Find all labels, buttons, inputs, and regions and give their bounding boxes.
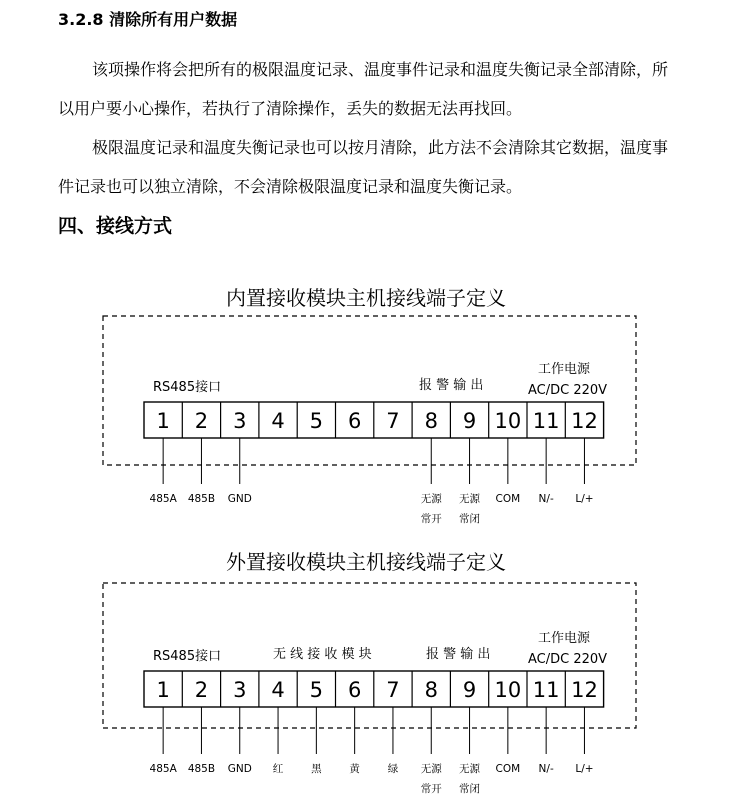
wire-label: L/+ <box>575 763 594 775</box>
wire-label: N/- <box>538 493 554 505</box>
power-spec-label: AC/DC 220V <box>528 383 608 398</box>
rs485-group-label: RS485接口 <box>153 380 222 395</box>
terminal-number: 6 <box>347 409 362 433</box>
terminal-number: 11 <box>532 678 560 702</box>
internal-terminal-block <box>144 402 604 525</box>
alarm-output-group-label: 报 警 输 出 <box>419 378 484 393</box>
terminal-number: 10 <box>494 678 522 702</box>
wire-label: 常开 <box>420 513 442 525</box>
terminal-number: 11 <box>532 409 560 433</box>
internal-diagram-title: 内置接收模块主机接线端子定义 <box>226 286 506 310</box>
wire-label: 485B <box>187 763 216 775</box>
terminal-number: 12 <box>571 678 598 702</box>
external-diagram-title: 外置接收模块主机接线端子定义 <box>226 550 506 574</box>
terminal-number: 5 <box>309 409 324 433</box>
paragraph-clear-all: 该项操作将会把所有的极限温度记录、温度事件记录和温度失衡记录全部清除，所以用户要小心操作，若执行了清除操作，丢失的数据无法再找回。 <box>58 60 669 118</box>
wire-label: L/+ <box>575 493 594 505</box>
terminal-number: 7 <box>386 409 400 433</box>
terminal-number: 8 <box>424 409 438 433</box>
terminal-number: 2 <box>194 409 209 433</box>
chapter-heading: 四、接线方式 <box>58 215 173 237</box>
wire-label: 常开 <box>420 783 442 795</box>
wire-label: COM <box>495 763 521 775</box>
terminal-number: 12 <box>571 409 598 433</box>
wire-label: 常闭 <box>459 783 481 795</box>
external-terminal-block <box>144 671 604 795</box>
wire-label: 无源 <box>459 763 481 775</box>
power-group-label: 工作电源 <box>538 631 591 646</box>
paragraph-clear-monthly: 极限温度记录和温度失衡记录也可以按月清除，此方法不会清除其它数据，温度事件记录也可以独立清除，不会清除极限温度记录和温度失衡记录。 <box>58 138 669 196</box>
wire-label: 红 <box>272 763 284 775</box>
rs485-group-label: RS485接口 <box>153 649 222 664</box>
wire-label: 无源 <box>420 493 442 505</box>
wire-label: 常闭 <box>459 513 481 525</box>
wire-label: GND <box>227 493 252 505</box>
terminal-number: 8 <box>424 678 438 702</box>
terminal-number: 4 <box>271 678 285 702</box>
terminal-number: 4 <box>271 409 285 433</box>
section-heading: 3.2.8 清除所有用户数据 <box>58 10 238 29</box>
wire-label: 黄 <box>349 763 360 775</box>
wire-label: 黑 <box>311 763 322 775</box>
wire-label: COM <box>495 493 521 505</box>
terminal-number: 3 <box>233 678 247 702</box>
power-spec-label: AC/DC 220V <box>528 652 608 667</box>
terminal-number: 6 <box>347 678 362 702</box>
terminal-number: 9 <box>462 409 477 433</box>
terminal-number: 5 <box>309 678 324 702</box>
wire-label: 485A <box>149 763 177 775</box>
terminal-number: 7 <box>386 678 400 702</box>
power-group-label: 工作电源 <box>538 362 591 377</box>
wire-label: GND <box>227 763 252 775</box>
wireless-module-group-label: 无 线 接 收 模 块 <box>273 647 372 662</box>
wire-label: 绿 <box>387 763 399 775</box>
terminal-number: 9 <box>462 678 477 702</box>
wire-label: N/- <box>538 763 554 775</box>
terminal-number: 3 <box>233 409 247 433</box>
terminal-number: 10 <box>494 409 522 433</box>
wire-label: 无源 <box>420 763 442 775</box>
wire-label: 无源 <box>459 493 481 505</box>
terminal-number: 1 <box>156 409 170 433</box>
alarm-output-group-label: 报 警 输 出 <box>426 647 491 662</box>
terminal-number: 1 <box>156 678 170 702</box>
wire-label: 485A <box>149 493 177 505</box>
wire-label: 485B <box>187 493 216 505</box>
terminal-number: 2 <box>194 678 209 702</box>
